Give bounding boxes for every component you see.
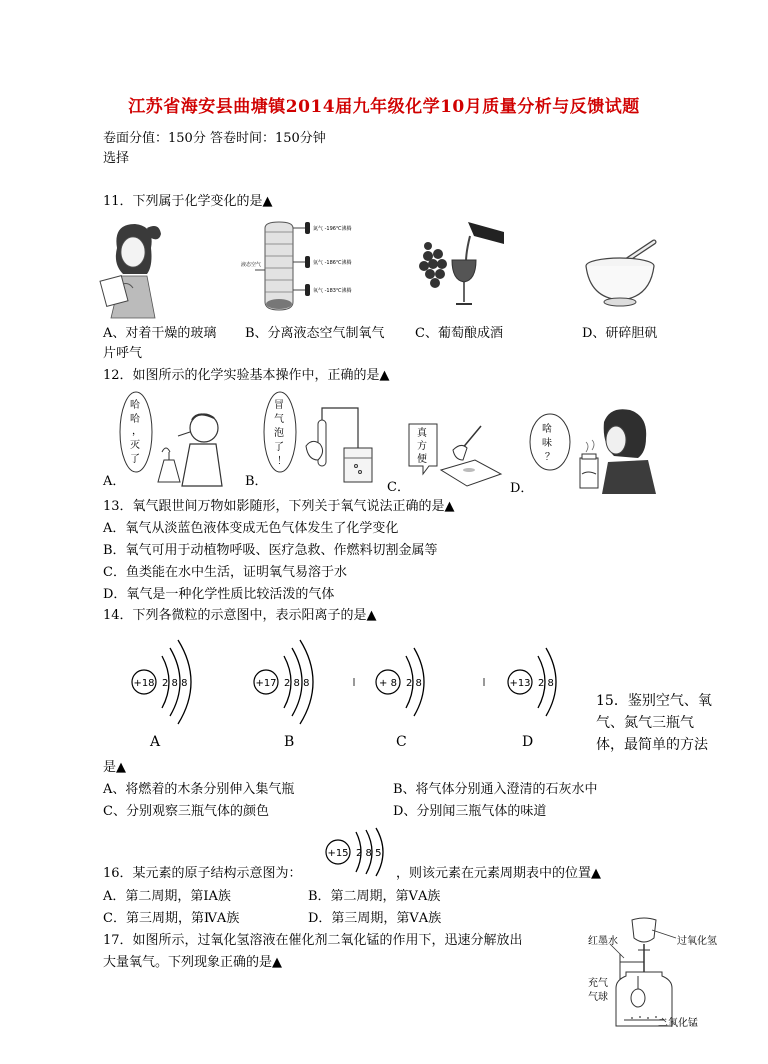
particle-d-electrons: 2 8 bbox=[538, 678, 554, 689]
particle-d bbox=[508, 648, 556, 750]
q13-option-a: A．氧气从淡蓝色液体变成无色气体发生了化学变化 bbox=[103, 521, 399, 536]
q16-option-c: C．第三周期，第ⅣA族 bbox=[103, 911, 240, 926]
q15-option-d: D、分别闻三瓶气体的味道 bbox=[393, 804, 547, 819]
q15-stem-line4: 是▲ bbox=[103, 760, 126, 775]
particle-a-nucleus: +18 bbox=[133, 678, 155, 689]
q14-stem: 14．下列各微粒的示意图中，表示阳离子的是▲ bbox=[103, 608, 377, 623]
q16-stem-part2: ，则该元素在元素周期表中的位置▲ bbox=[396, 866, 601, 881]
particle-a bbox=[132, 640, 191, 750]
bubble-a-char1: 哈 bbox=[130, 400, 140, 411]
bubble-c-char3: 便 bbox=[417, 454, 427, 465]
bubble-a-char3: ， bbox=[132, 426, 142, 437]
particle-c bbox=[376, 648, 424, 750]
column-label-argon: 氩气 -186℃沸腾 bbox=[313, 260, 352, 266]
q13-option-b: B．氧气可用于动植物呼吸、医疗急救、作燃料切割金属等 bbox=[103, 543, 438, 558]
q15-stem-line1: 15．鉴别空气、氧 bbox=[596, 693, 712, 709]
q15-option-b: B、将气体分别通入澄清的石灰水中 bbox=[393, 782, 598, 797]
exam-info: 卷面分值：150分 答卷时间：150分钟 bbox=[103, 131, 326, 146]
bubble-a-char5: 了 bbox=[130, 454, 140, 465]
bubble-c-char1: 真 bbox=[417, 428, 427, 439]
label-manganese-dioxide: 二氧化锰 bbox=[658, 1018, 698, 1029]
q12-label-a: A． bbox=[103, 474, 126, 489]
q16-option-a: A．第二周期，第ⅠA族 bbox=[103, 889, 231, 904]
mortar-pestle-figure bbox=[582, 236, 662, 314]
powder-transfer-figure bbox=[405, 420, 505, 490]
q12-label-b: B． bbox=[245, 474, 268, 489]
label-red-ink: 红墨水 bbox=[588, 936, 618, 947]
bubble-b-char1: 冒 bbox=[274, 400, 284, 411]
blow-out-lamp-figure bbox=[118, 390, 228, 490]
airtightness-check-figure bbox=[262, 390, 382, 490]
label-hydrogen-peroxide: 过氧化氢 bbox=[677, 936, 717, 947]
q16-stem-part1: 16．某元素的原子结构示意图为： bbox=[103, 866, 302, 881]
q16-option-b: B．第二周期，第ⅤA族 bbox=[308, 889, 441, 904]
q13-option-d: D．氧气是一种化学性质比较活泼的气体 bbox=[103, 587, 335, 602]
label-balloon-line1: 充气 bbox=[588, 978, 608, 989]
particle-c-electrons: 2 8 bbox=[406, 678, 422, 689]
particle-c-label: C bbox=[396, 734, 407, 750]
q16-electrons: 2 8 5 bbox=[356, 848, 382, 859]
q13-option-c: C．鱼类能在水中生活，证明氧气易溶于水 bbox=[103, 565, 347, 580]
particle-b-label: B bbox=[284, 734, 295, 750]
q11-option-a-line2: 片呼气 bbox=[103, 346, 143, 361]
q16-option-d: D．第三周期，第ⅤA族 bbox=[308, 911, 442, 926]
q11-option-b: B、分离液态空气制氧气 bbox=[245, 326, 385, 341]
particle-a-label: A bbox=[150, 734, 161, 750]
bubble-d-char3: ？ bbox=[545, 452, 555, 463]
particle-d-label: D bbox=[522, 734, 534, 750]
bubble-c-char2: 方 bbox=[417, 441, 427, 452]
grapes-wine-figure bbox=[418, 222, 508, 310]
column-label-oxygen: 氧气 -183℃沸腾 bbox=[313, 288, 352, 294]
bubble-d-char1: 啥 bbox=[542, 424, 552, 435]
q11-option-a-line1: A、对着干燥的玻璃 bbox=[103, 326, 217, 341]
q13-stem: 13．氧气跟世间万物如影随形，下列关于氧气说法正确的是▲ bbox=[103, 499, 455, 514]
q12-label-c: C． bbox=[387, 480, 410, 495]
q17-apparatus-figure bbox=[580, 914, 720, 1034]
q11-option-d: D、研碎胆矾 bbox=[582, 326, 658, 341]
section-label: 选择 bbox=[103, 151, 130, 166]
q16-atom-diagram bbox=[322, 826, 402, 882]
smelling-gas-figure bbox=[530, 402, 660, 494]
bubble-b-char4: 了 bbox=[274, 442, 284, 453]
q12-stem: 12．如图所示的化学实验基本操作中，正确的是▲ bbox=[103, 368, 390, 383]
particle-d-nucleus: +13 bbox=[509, 678, 531, 689]
bubble-b-char5: ！ bbox=[277, 456, 287, 467]
particle-a-electrons: 2 8 8 bbox=[162, 678, 188, 689]
bubble-a-char2: 哈 bbox=[130, 414, 140, 425]
air-separation-column-figure bbox=[241, 218, 355, 318]
q11-stem: 11．下列属于化学变化的是▲ bbox=[103, 194, 273, 209]
bubble-b-char2: 气 bbox=[274, 414, 284, 425]
label-balloon-line2: 气球 bbox=[588, 992, 608, 1003]
particle-b bbox=[254, 640, 313, 750]
bubble-d-char2: 味 bbox=[542, 438, 552, 449]
q15-stem-line2: 气、氮气三瓶气 bbox=[596, 715, 694, 731]
q15-option-a: A、将燃着的木条分别伸入集气瓶 bbox=[103, 782, 295, 797]
column-label-liquid-air: 液态空气 bbox=[241, 262, 262, 268]
q17-stem-line2: 大量氧气。下列现象正确的是▲ bbox=[103, 955, 282, 970]
q15-stem-line3: 体，最简单的方法 bbox=[596, 737, 708, 753]
q11-option-c: C、葡萄酿成酒 bbox=[415, 326, 503, 341]
column-label-nitrogen: 氮气 -196℃沸腾 bbox=[313, 226, 352, 232]
particle-c-nucleus: + 8 bbox=[379, 678, 397, 689]
q14-particle-diagrams bbox=[100, 630, 600, 755]
q15-option-c: C、分别观察三瓶气体的颜色 bbox=[103, 804, 269, 819]
particle-b-nucleus: +17 bbox=[255, 678, 277, 689]
particle-b-electrons: 2 8 8 bbox=[284, 678, 310, 689]
page-title: 江苏省海安县曲塘镇2014届九年级化学10月质量分析与反馈试题 bbox=[128, 97, 640, 117]
bubble-a-char4: 灭 bbox=[130, 440, 140, 451]
girl-breathing-figure bbox=[103, 218, 163, 318]
q16-nucleus: +15 bbox=[327, 848, 349, 859]
q17-stem-line1: 17．如图所示，过氧化氢溶液在催化剂二氧化锰的作用下，迅速分解放出 bbox=[103, 933, 523, 948]
bubble-b-char3: 泡 bbox=[274, 428, 284, 439]
q12-label-d: D． bbox=[510, 481, 534, 496]
